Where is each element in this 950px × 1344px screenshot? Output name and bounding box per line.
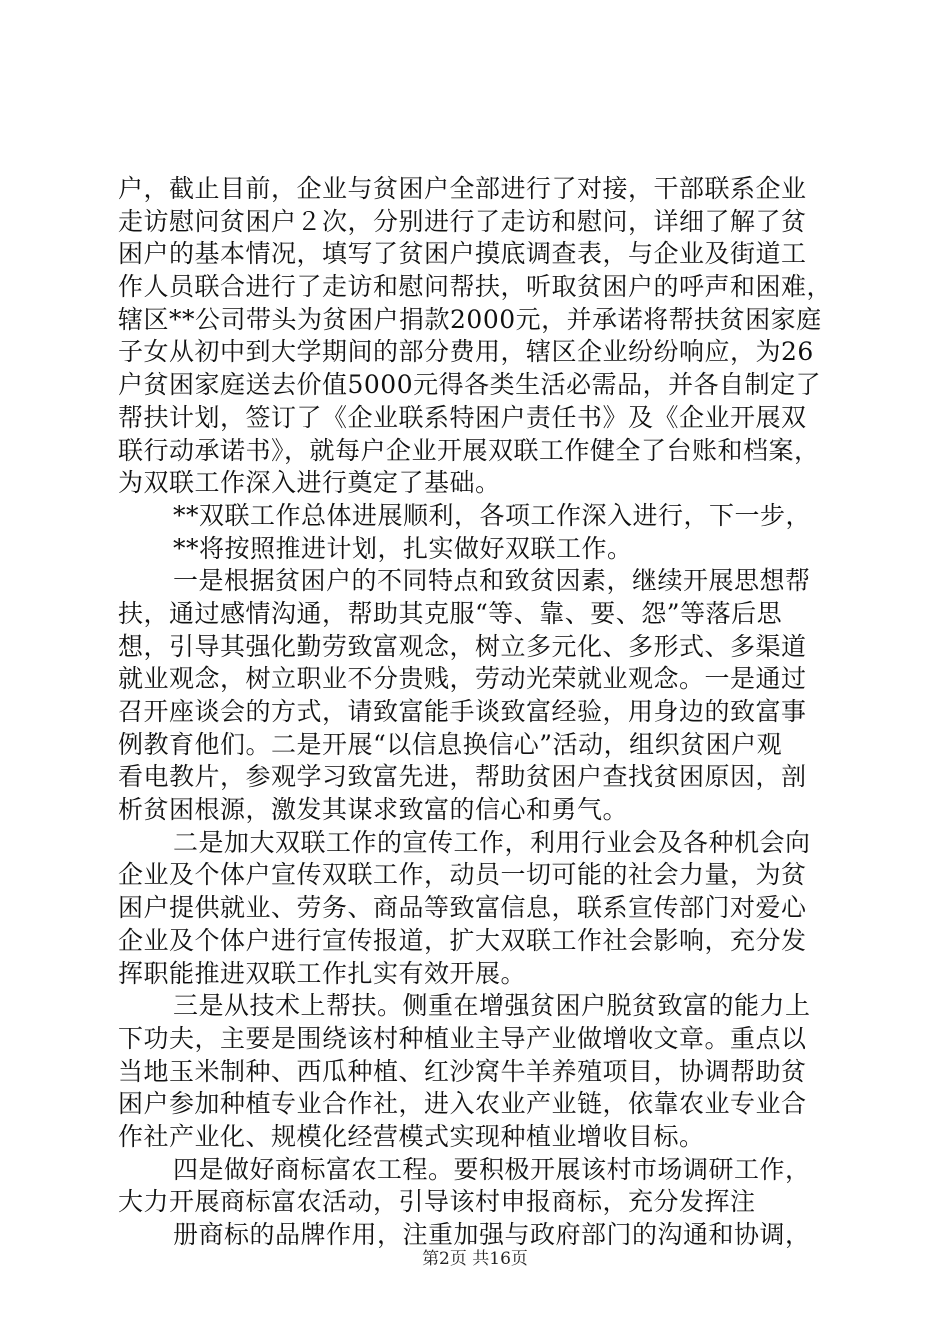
text-line: 析贫困根源，激发其谋求致富的信心和勇气。: [118, 795, 629, 825]
text-line: 企业及个体户进行宣传报道，扩大双联工作社会影响，充分发: [118, 925, 807, 955]
text-line: 户，截止目前，企业与贫困户全部进行了对接，干部联系企业: [118, 174, 807, 203]
text-line: 困户提供就业、劳务、商品等致富信息，联系宣传部门对爱心: [118, 893, 807, 923]
text-line: 挥职能推进双联工作扎实有效开展。: [118, 958, 527, 988]
text-line: 子女从初中到大学期间的部分费用，辖区企业纷纷响应，为26: [118, 337, 814, 367]
text-line: 想，引导其强化勤劳致富观念，树立多元化、多形式、多渠道: [118, 631, 807, 661]
text-line: 作社产业化、规模化经营模式实现种植业增收目标。: [118, 1121, 705, 1151]
text-line: 例教育他们。二是开展“以信息换信心”活动，组织贫困户观: [118, 729, 783, 759]
text-line: 二是加大双联工作的宣传工作，利用行业会及各种机会向: [173, 827, 811, 857]
page-footer: 第2页 共16页: [422, 1249, 528, 1269]
text-line: 扶，通过感情沟通，帮助其克服“等、靠、要、怨”等落后思: [118, 598, 783, 628]
document-body: [118, 173, 833, 1252]
text-line: 看电教片，参观学习致富先进，帮助贫困户查找贫困原因，剖: [118, 762, 807, 792]
text-line: 户贫困家庭送去价值5000元得各类生活必需品，并各自制定了: [118, 370, 822, 400]
text-line: 辖区**公司带头为贫困户捐款2000元，并承诺将帮扶贫困家庭: [118, 304, 822, 334]
text-line: 下功夫，主要是围绕该村种植业主导产业做增收文章。重点以: [118, 1023, 807, 1053]
text-line: 册商标的品牌作用，注重加强与政府部门的沟通和协调，: [173, 1220, 811, 1249]
text-line: **双联工作总体进展顺利，各项工作深入进行，下一步，: [173, 500, 812, 530]
text-line: 联行动承诺书》，就每户企业开展双联工作健全了台账和档案，: [118, 435, 820, 465]
text-line: 帮扶计划，签订了《企业联系特困户责任书》及《企业开展双: [118, 402, 807, 432]
text-line: **将按照推进计划，扎实做好双联工作。: [173, 533, 633, 563]
text-line: 一是根据贫困户的不同特点和致贫因素，继续开展思想帮: [173, 566, 811, 596]
text-line: 四是做好商标富农工程。要积极开展该村市场调研工作，: [173, 1154, 811, 1184]
text-line: 作人员联合进行了走访和慰问帮扶，听取贫困户的呼声和困难，: [118, 272, 833, 302]
text-line: 大力开展商标富农活动，引导该村申报商标，充分发挥注: [118, 1187, 756, 1217]
text-line: 召开座谈会的方式，请致富能手谈致富经验，用身边的致富事: [118, 697, 807, 726]
text-line: 为双联工作深入进行奠定了基础。: [118, 468, 501, 498]
text-line: 当地玉米制种、西瓜种植、红沙窝牛羊养殖项目，协调帮助贫: [118, 1056, 807, 1086]
text-line: 三是从技术上帮扶。侧重在增强贫困户脱贫致富的能力上: [173, 991, 811, 1021]
text-line: 困户参加种植专业合作社，进入农业产业链，依靠农业专业合: [118, 1089, 807, 1119]
text-line: 困户的基本情况，填写了贫困户摸底调查表，与企业及街道工: [118, 239, 807, 269]
text-line: 走访慰问贫困户２次，分别进行了走访和慰问，详细了解了贫: [118, 206, 807, 236]
text-line: 就业观念，树立职业不分贵贱，劳动光荣就业观念。一是通过: [118, 664, 807, 694]
text-line: 企业及个体户宣传双联工作，动员一切可能的社会力量，为贫: [118, 860, 807, 890]
